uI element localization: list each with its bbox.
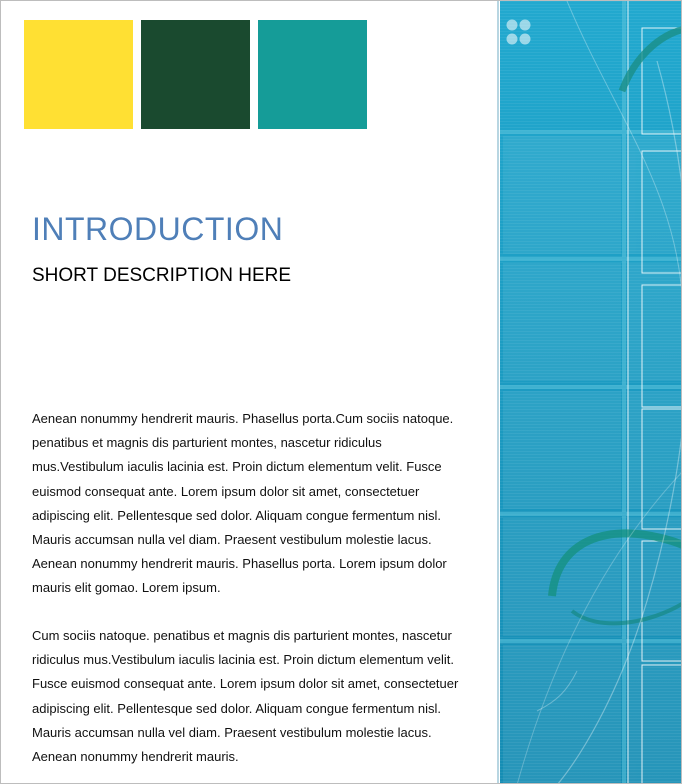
side-panel-graphic xyxy=(497,1,682,784)
panel-tiles xyxy=(503,136,682,784)
yellow-swatch xyxy=(24,20,133,129)
dark-green-swatch xyxy=(141,20,250,129)
page-title: INTRODUCTION xyxy=(32,211,284,247)
body-paragraph-2: Cum sociis natoque. penatibus et magnis dis parturient montes, nascetur ridiculus mus.Vestibulum iaculis lacinia est. Proin dictum elementum velit. Fusce euismod consequat ante. Lorem ipsum dolor sit amet, consectetuer adipiscing elit. Pellentesque sed dolor. Aliquam congue fermentum nisl. Mauris accumsan nulla vel diam. Praesent vestibulum molestie lacus. Aenean nonummy hendrerit mauris. xyxy=(32,628,459,765)
teal-swatch xyxy=(258,20,367,129)
page-subtitle: SHORT DESCRIPTION HERE xyxy=(32,265,292,286)
decorative-side-panel xyxy=(497,1,682,784)
body-paragraph-1: Aenean nonummy hendrerit mauris. Phasellus porta.Cum sociis natoque. penatibus et magnis dis parturient montes, nascetur ridiculus mus.Vestibulum iaculis lacinia est. Proin dictum elementum velit. Fusce euismod consequat ante. Lorem ipsum dolor sit amet, consectetuer adipiscing elit. Pellentesque sed dolor. Aliquam congue fermentum nisl. Mauris accumsan nulla vel diam. Praesent vestibulum molestie lacus. Aenean nonummy hendrerit mauris. Phasellus porta. Lorem ipsum dolor mauris elit gomao. Lorem ipsum. xyxy=(32,411,454,596)
